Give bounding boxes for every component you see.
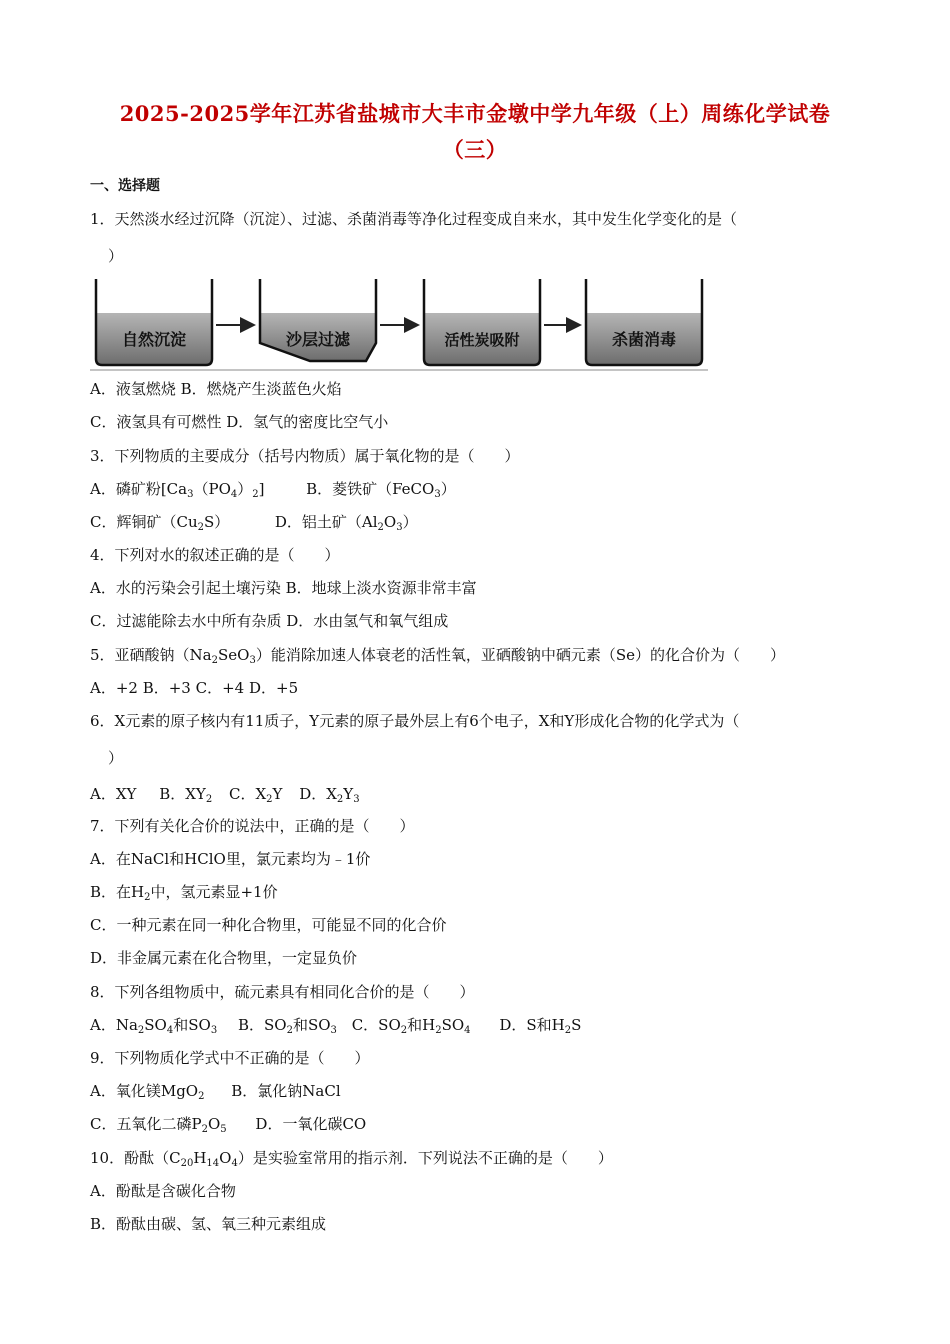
q4-options-line-1: A．水的污染会引起土壤污染 B．地球上淡水资源非常丰富 xyxy=(90,579,477,597)
q2-options-line-2: C．液氢具有可燃性 D．氢气的密度比空气小 xyxy=(90,413,389,431)
q1-stem: 1．天然淡水经过沉降（沉淀）、过滤、杀菌消毒等净化过程变成自来水，其中发生化学变化的是（ xyxy=(90,210,738,228)
q10-option-a: A．酚酞是含碳化合物 xyxy=(90,1182,236,1200)
q5-options: A．+2 B．+3 C．+4 D．+5 xyxy=(90,679,299,697)
q10-option-b: B．酚酞由碳、氢、氧三种元素组成 xyxy=(90,1215,327,1233)
step-label-3: 活性炭吸附 xyxy=(444,331,520,349)
q7-option-a: A．在NaCl和HClO里，氯元素均为﹣1价 xyxy=(90,850,371,868)
water-purification-diagram xyxy=(90,277,708,371)
q5-stem: 5．亚硒酸钠$(Na_2SeO_3)$能消除加速人体衰老的活性氧，亚硒酸钠中硒元素（Se）的化合价为（ ） xyxy=(90,646,785,666)
title-line-1: 2025-2025学年江苏省盐城市大丰市金墩中学九年级（上）周练化学试卷 xyxy=(119,101,831,126)
q7-stem: 7．下列有关化合价的说法中，正确的是（ ） xyxy=(90,817,415,835)
tank-carbon-adsorption xyxy=(424,279,540,365)
q7-option-d: D．非金属元素在化合物里，一定显负价 xyxy=(90,949,358,967)
q8-stem: 8．下列各组物质中，硫元素具有相同化合价的是（ ） xyxy=(90,983,475,1001)
section-heading: 一、选择题 xyxy=(90,178,160,194)
q4-options-line-2: C．过滤能除去水中所有杂质 D．水由氢气和氧气组成 xyxy=(90,612,449,630)
q9-stem: 9．下列物质化学式中不正确的是（ ） xyxy=(90,1049,370,1067)
q3-options-line-2: C．辉铜矿$(Cu_2S)$ D．铝土矿$(Al_2O_3)$ xyxy=(90,513,418,533)
title-line-2: （三） xyxy=(442,137,508,162)
q6-options: A．XY B．$XY_2$ C．$X_2Y$ D．$X_2Y_3$ xyxy=(90,785,360,805)
step-label-1: 自然沉淀 xyxy=(121,330,187,349)
q3-options-line-1: A．磷矿粉$[Ca_3(PO_4)_2]$ B．菱铁矿（FeCO$_3$） xyxy=(90,480,456,500)
q4-stem: 4．下列对水的叙述正确的是（ ） xyxy=(90,546,340,564)
q6-stem-close: ） xyxy=(108,749,124,767)
q6-stem: 6．X元素的原子核内有11质子，Y元素的原子最外层上有6个电子，X和Y形成化合物的化学式为（ xyxy=(90,712,740,730)
q9-options-line-1: A．氧化镁MgO$_2$ B．氯化钠NaCl xyxy=(90,1082,341,1102)
step-label-2: 沙层过滤 xyxy=(285,330,351,349)
tank-settling xyxy=(96,279,212,365)
q3-stem: 3．下列物质的主要成分（括号内物质）属于氧化物的是（ ） xyxy=(90,447,520,465)
q1-stem-close: ） xyxy=(108,247,124,265)
q7-option-b: B．在$H_2$中，氢元素显+1价 xyxy=(90,883,278,903)
q9-options-line-2: C．五氧化二磷$P_2O_5$ D．一氧化碳CO xyxy=(90,1115,367,1135)
q7-option-c: C．一种元素在同一种化合物里，可能显不同的化合价 xyxy=(90,916,447,934)
tank-disinfection xyxy=(586,279,702,365)
q8-options: A．$Na_2SO_4$和$SO_3$ B．$SO_2$和$SO_3$ C．$SO_2$和$H_2SO_4$ D．S和$H_2S$ xyxy=(90,1016,582,1036)
q2-options-line-1: A．液氢燃烧 B．燃烧产生淡蓝色火焰 xyxy=(90,380,342,398)
q10-stem: 10．酚酞$(C_{20}H_{14}O_4)$是实验室常用的指示剂．下列说法不正确的是（ ） xyxy=(90,1149,613,1169)
step-label-4: 杀菌消毒 xyxy=(611,330,677,349)
